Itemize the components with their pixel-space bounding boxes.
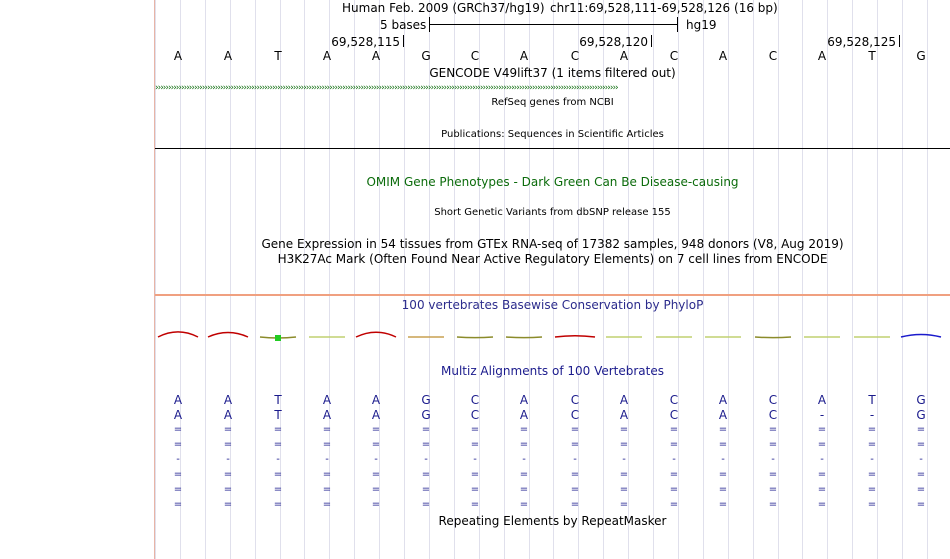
sequences-line — [155, 148, 950, 149]
alignment-symbol: = — [867, 424, 877, 435]
alignment-symbol: = — [371, 424, 381, 435]
track-label-column — [0, 0, 155, 559]
aligned-base: T — [274, 408, 282, 422]
alignment-symbol: = — [519, 424, 529, 435]
phylop-score-mark — [901, 334, 941, 337]
coordinate-label: 69,528,115 — [331, 35, 400, 49]
alignment-symbol: = — [421, 499, 431, 510]
alignment-symbol: = — [570, 439, 580, 450]
alignment-symbol: = — [223, 484, 233, 495]
alignment-symbol: = — [322, 439, 332, 450]
alignment-symbol: - — [622, 454, 626, 465]
alignment-symbol: = — [322, 499, 332, 510]
alignment-symbol: = — [371, 469, 381, 480]
aligned-base: A — [519, 408, 529, 422]
alignment-symbol: = — [817, 484, 827, 495]
alignment-symbol: - — [374, 454, 378, 465]
aligned-base: A — [173, 393, 183, 407]
alignment-symbol: = — [371, 484, 381, 495]
coordinate-tick — [899, 35, 900, 47]
alignment-symbol: = — [718, 484, 728, 495]
omim-track-title: OMIM Gene Phenotypes - Dark Green Can Be Disease-causing — [366, 175, 739, 189]
base: A — [817, 49, 827, 63]
aligned-base: C — [669, 408, 679, 422]
base: A — [371, 49, 381, 63]
alignment-symbol: - — [522, 454, 526, 465]
gencode-gene-strand[interactable]: ›››››››››››››››››››››››››››››››››››››››››››››››››››››››››››››››››››››››››››››››››››››››››››››››››››››››››››››››››››››››››››››››››››››››››››››››››››››››››››››››››››››››››››››››››› — [155, 83, 618, 93]
alignment-symbol: = — [916, 484, 926, 495]
aligned-base: A — [371, 408, 381, 422]
aligned-base: A — [223, 393, 233, 407]
alignment-symbol: = — [273, 469, 283, 480]
alignment-symbol: = — [421, 469, 431, 480]
alignment-symbol: = — [916, 439, 926, 450]
aligned-base: A — [371, 393, 381, 407]
phylop-score-mark — [555, 336, 595, 337]
h3k27ac-signal-bar — [155, 294, 950, 296]
alignment-symbol: = — [718, 469, 728, 480]
dbsnp-track-title: Short Genetic Variants from dbSNP release 155 — [434, 207, 671, 218]
alignment-symbol: - — [870, 454, 874, 465]
alignment-symbol: = — [470, 484, 480, 495]
alignment-symbol: - — [771, 454, 775, 465]
alignment-symbol: = — [718, 499, 728, 510]
alignment-symbol: = — [173, 499, 183, 510]
scale-bar-right-cap — [677, 17, 678, 32]
alignment-symbol: = — [867, 484, 877, 495]
alignment-symbol: = — [916, 469, 926, 480]
aligned-base: A — [718, 393, 728, 407]
phylop-track-title: 100 vertebrates Basewise Conservation by PhyloP — [401, 298, 704, 312]
alignment-symbol: = — [223, 469, 233, 480]
aligned-base: C — [669, 393, 679, 407]
alignment-symbol: = — [916, 424, 926, 435]
alignment-symbol: = — [669, 424, 679, 435]
alignment-symbol: = — [519, 499, 529, 510]
alignment-symbol: - — [325, 454, 329, 465]
aligned-base: G — [916, 408, 926, 422]
alignment-symbol: = — [718, 424, 728, 435]
aligned-base: A — [619, 408, 629, 422]
aligned-base: T — [274, 393, 282, 407]
base: A — [173, 49, 183, 63]
alignment-symbol: = — [570, 484, 580, 495]
alignment-symbol: - — [424, 454, 428, 465]
alignment-symbol: = — [817, 499, 827, 510]
base: A — [519, 49, 529, 63]
alignment-symbol: = — [570, 499, 580, 510]
alignment-symbol: - — [573, 454, 577, 465]
alignment-symbol: = — [768, 499, 778, 510]
alignment-symbol: = — [619, 439, 629, 450]
aligned-base: A — [223, 408, 233, 422]
base: T — [274, 49, 282, 63]
alignment-symbol: = — [273, 499, 283, 510]
alignment-symbol: = — [421, 439, 431, 450]
alignment-symbol: = — [173, 469, 183, 480]
publications-track-title: Publications: Sequences in Scientific Articles — [441, 129, 664, 140]
phylop-score-mark — [208, 333, 248, 337]
aligned-base: G — [421, 408, 431, 422]
aligned-base: A — [322, 393, 332, 407]
phylop-score-mark — [356, 332, 396, 337]
alignment-symbol: = — [519, 484, 529, 495]
aligned-base: A — [619, 393, 629, 407]
aligned-base: A — [519, 393, 529, 407]
alignment-symbol: = — [570, 424, 580, 435]
alignment-symbol: = — [519, 469, 529, 480]
repeatmasker-track-title: Repeating Elements by RepeatMasker — [438, 514, 667, 528]
position-range: chr11:69,528,111-69,528,126 (16 bp) — [550, 1, 778, 15]
scale-db: hg19 — [686, 18, 717, 32]
alignment-symbol: = — [273, 439, 283, 450]
alignment-symbol: = — [470, 499, 480, 510]
aligned-base: - — [869, 408, 875, 422]
alignment-symbol: = — [619, 469, 629, 480]
base: C — [470, 49, 480, 63]
alignment-symbol: = — [173, 439, 183, 450]
multiz-track-title: Multiz Alignments of 100 Vertebrates — [440, 364, 665, 378]
base: A — [322, 49, 332, 63]
gencode-track-title[interactable]: GENCODE V49lift37 (1 items filtered out) — [429, 66, 676, 80]
aligned-base: G — [916, 393, 926, 407]
refseq-track-title: RefSeq genes from NCBI — [491, 97, 614, 108]
base: T — [868, 49, 876, 63]
aligned-base: G — [421, 393, 431, 407]
alignment-symbol: = — [817, 439, 827, 450]
assembly-title: Human Feb. 2009 (GRCh37/hg19) — [342, 1, 545, 15]
aligned-base: C — [570, 408, 580, 422]
alignment-symbol: = — [421, 484, 431, 495]
alignment-symbol: = — [817, 469, 827, 480]
alignment-symbol: = — [519, 439, 529, 450]
coordinate-tick — [651, 35, 652, 47]
alignment-symbol: - — [473, 454, 477, 465]
alignment-symbol: = — [223, 424, 233, 435]
base: C — [669, 49, 679, 63]
alignment-symbol: - — [721, 454, 725, 465]
alignment-symbol: - — [226, 454, 230, 465]
phylop-score-mark — [457, 337, 493, 338]
alignment-symbol: = — [768, 424, 778, 435]
aligned-base: C — [470, 393, 480, 407]
aligned-base: C — [570, 393, 580, 407]
alignment-symbol: - — [820, 454, 824, 465]
alignment-symbol: = — [817, 424, 827, 435]
coordinate-label: 69,528,120 — [579, 35, 648, 49]
alignment-symbol: = — [619, 484, 629, 495]
base: A — [718, 49, 728, 63]
alignment-symbol: = — [173, 484, 183, 495]
aligned-base: A — [817, 393, 827, 407]
scale-text: 5 bases — [380, 18, 427, 32]
alignment-symbol: = — [718, 439, 728, 450]
aligned-base: A — [173, 408, 183, 422]
alignment-symbol: = — [867, 499, 877, 510]
alignment-symbol: - — [919, 454, 923, 465]
alignment-symbol: = — [669, 439, 679, 450]
coordinate-tick — [403, 35, 404, 47]
alignment-symbol: - — [672, 454, 676, 465]
base: G — [421, 49, 431, 63]
alignment-symbol: - — [276, 454, 280, 465]
alignment-symbol: = — [273, 484, 283, 495]
phylop-score-mark — [755, 337, 791, 338]
scale-bar — [429, 24, 678, 25]
base: A — [619, 49, 629, 63]
alignment-symbol: = — [619, 424, 629, 435]
phylop-highlight-mark — [275, 335, 281, 341]
aligned-base: C — [768, 393, 778, 407]
phylop-score-mark — [158, 332, 198, 337]
alignment-symbol: = — [173, 424, 183, 435]
aligned-base: T — [868, 393, 876, 407]
base: C — [570, 49, 580, 63]
alignment-symbol: = — [768, 469, 778, 480]
alignment-symbol: = — [223, 439, 233, 450]
scale-bar-left-cap — [429, 17, 430, 32]
base: G — [916, 49, 926, 63]
alignment-symbol: = — [470, 424, 480, 435]
base: C — [768, 49, 778, 63]
alignment-symbol: = — [322, 469, 332, 480]
aligned-base: A — [718, 408, 728, 422]
base: A — [223, 49, 233, 63]
alignment-symbol: = — [421, 424, 431, 435]
alignment-symbol: = — [669, 469, 679, 480]
gtex-track-title: Gene Expression in 54 tissues from GTEx RNA-seq of 17382 samples, 948 donors (V8, Aug 2019) — [261, 237, 844, 251]
phylop-graph — [155, 312, 950, 362]
alignment-symbol: = — [768, 439, 778, 450]
h3k27ac-track-title: H3K27Ac Mark (Often Found Near Active Regulatory Elements) on 7 cell lines from ENCODE — [277, 252, 828, 266]
aligned-base: A — [322, 408, 332, 422]
alignment-symbol: = — [867, 439, 877, 450]
alignment-symbol: = — [322, 424, 332, 435]
alignment-symbol: = — [371, 499, 381, 510]
coordinate-label: 69,528,125 — [827, 35, 896, 49]
alignment-symbol: = — [768, 484, 778, 495]
alignment-symbol: = — [669, 499, 679, 510]
alignment-symbol: - — [176, 454, 180, 465]
alignment-symbol: = — [470, 439, 480, 450]
alignment-symbol: = — [669, 484, 679, 495]
alignment-symbol: = — [619, 499, 629, 510]
phylop-score-mark — [506, 337, 542, 338]
aligned-base: - — [819, 408, 825, 422]
alignment-symbol: = — [867, 469, 877, 480]
alignment-symbol: = — [916, 499, 926, 510]
alignment-symbol: = — [371, 439, 381, 450]
alignment-symbol: = — [322, 484, 332, 495]
aligned-base: C — [470, 408, 480, 422]
alignment-symbol: = — [470, 469, 480, 480]
alignment-symbol: = — [223, 499, 233, 510]
alignment-symbol: = — [570, 469, 580, 480]
aligned-base: C — [768, 408, 778, 422]
alignment-symbol: = — [273, 424, 283, 435]
